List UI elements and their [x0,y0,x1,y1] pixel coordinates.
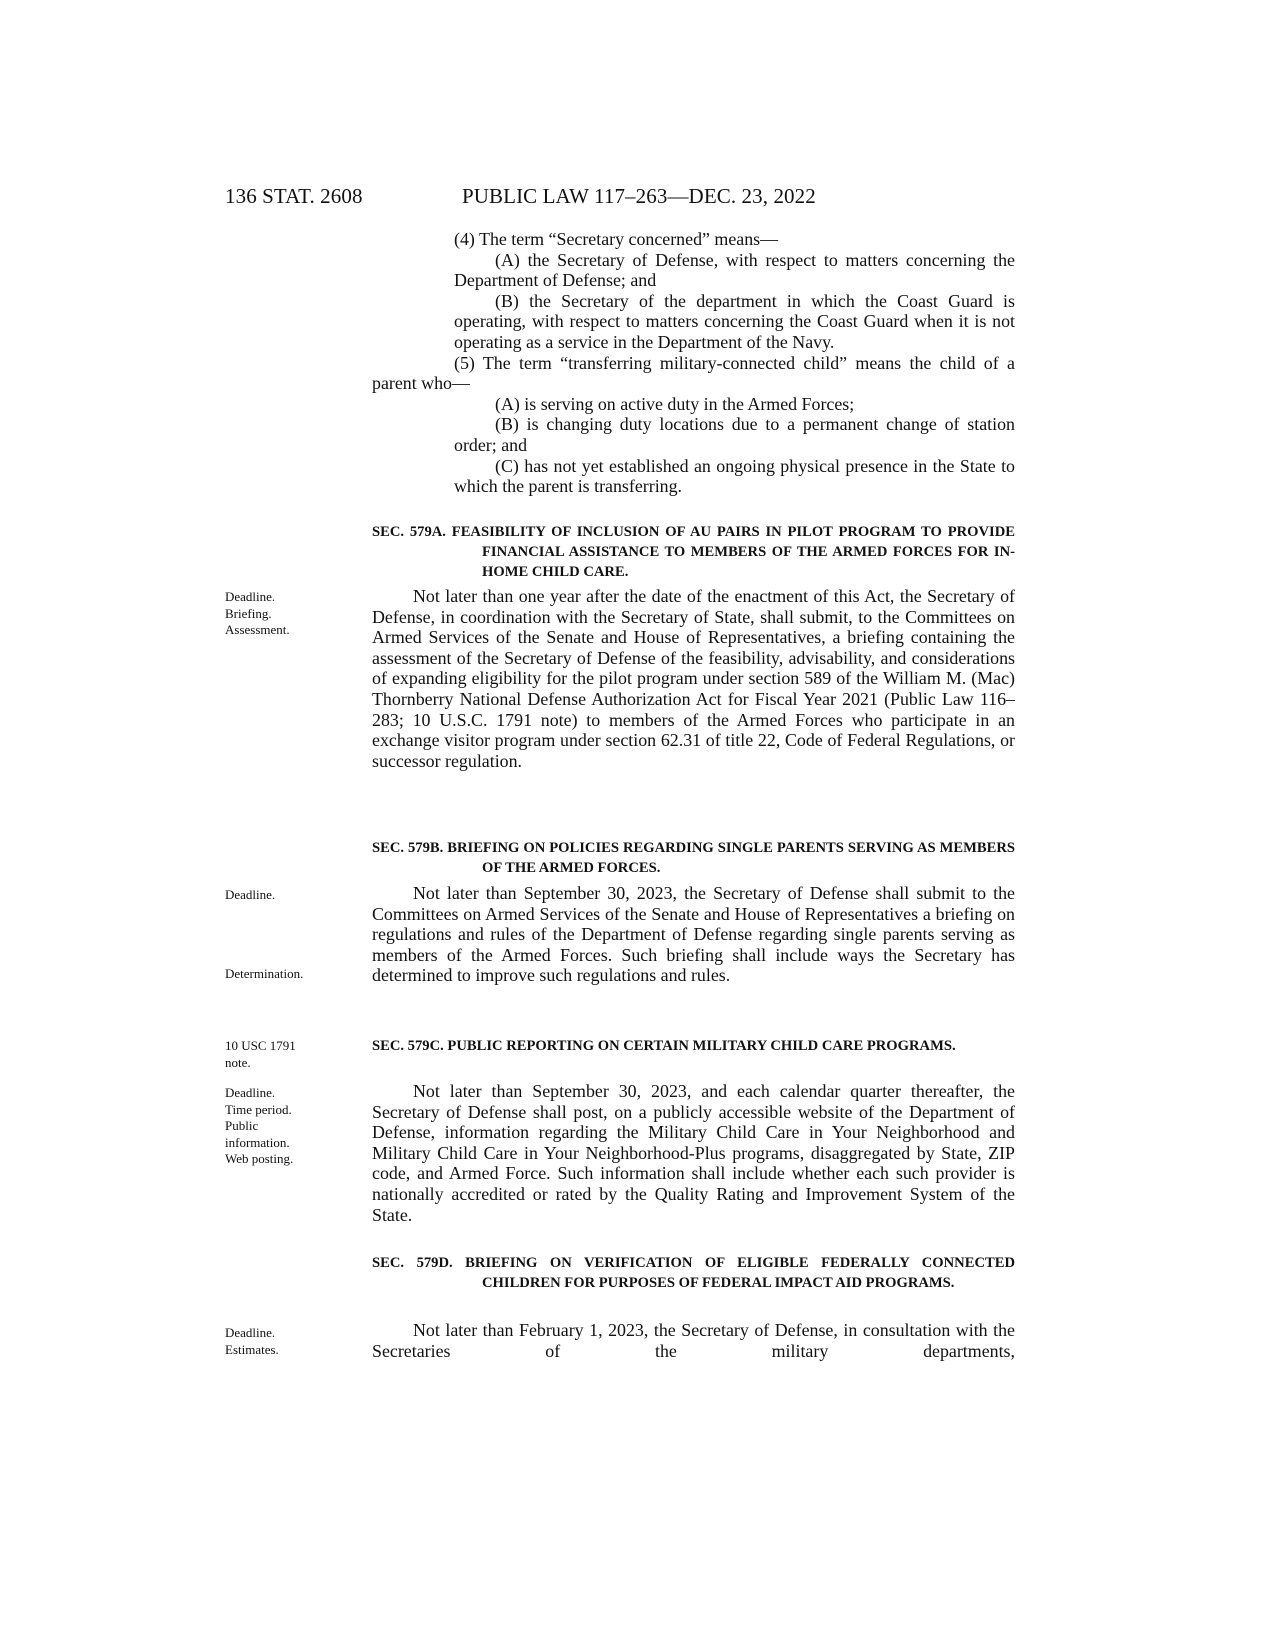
margin-note: information. [225,1134,290,1150]
definition-5-intro: (5) The term “transferring military-connected child” means the child of a parent who— [372,352,1015,394]
margin-note: Web posting. [225,1151,294,1166]
section-579a-heading: SEC. 579A. FEASIBILITY OF INCLUSION OF AU PAIRS IN PILOT PROGRAM TO PROVIDE FINANCIAL ASSISTANCE TO MEMBERS OF THE ARMED FORCES FOR IN-HOME CHILD CARE. [372,524,1015,580]
definition-5-a: (A) is serving on active duty in the Armed Forces; [495,393,855,414]
definition-4-a: (A) the Secretary of Defense, with respect to matters concerning the Department of Defense; and [454,249,1015,291]
definition-5-b: (B) is changing duty locations due to a permanent change of station order; and [454,414,1015,455]
section-579b-heading: SEC. 579B. BRIEFING ON POLICIES REGARDING SINGLE PARENTS SERVING AS MEMBERS OF THE ARMED FORCES. [372,840,1015,876]
margin-note: note. [225,1054,251,1070]
margin-note: Deadline. [225,1085,276,1100]
section-579a-body [372,586,1015,771]
margin-note: Determination. [225,966,304,981]
definition-5-c: (C) has not yet established an ongoing physical presence in the State to which the parent is transferring. [454,455,1015,497]
margin-note: Briefing. [225,605,272,621]
section-579c-body [372,1081,1015,1225]
section-579c-text: Not later than September 30, 2023, and each calendar quarter thereafter, the Secretary of Defense shall post, on a publicly accessible website of the Department of Defense, information regarding the Military Child Care in Your Neighborhood and Military Child Care in Your Neighborhood-Plus programs, disaggregated by State, ZIP code, and Armed Force. Such information shall include whether each such provider is nationally accredited or rated by the Quality Rating and Improvement System of the State. [372,1081,1015,1225]
margin-note: Deadline. [225,887,276,902]
margin-note: Deadline. [225,589,276,604]
margin-note: Time period. [225,1101,292,1117]
margin-note: Estimates. [225,1341,279,1357]
section-579b-text: Not later than September 30, 2023, the Secretary of Defense shall submit to the Committees on Armed Services of the Senate and House of Representatives a briefing on regulations and rules of the Department of Defense regarding single parents serving as members of the Armed Forces. Such briefing shall include ways the Secretary has determined to improve such regulations and rules. [372,883,1015,986]
section-579d-text: Not later than February 1, 2023, the Secretary of Defense, in consultation with the Secretaries of the military departments, [372,1320,1015,1361]
section-579b-margin-note-1 [225,887,365,904]
definition-4-b: (B) the Secretary of the department in which the Coast Guard is operating, with respect to matters concerning the Coast Guard when it is not operating as a service in the Department of the Navy. [454,290,1015,352]
margin-note: Deadline. [225,1325,276,1340]
section-579c-margin-note-1 [225,1038,365,1071]
margin-note: Assessment. [225,622,290,637]
section-579a-margin-notes [225,589,365,639]
section-579d-body [372,1320,1015,1361]
margin-note: 10 USC 1791 [225,1038,296,1053]
section-579c-heading: SEC. 579C. PUBLIC REPORTING ON CERTAIN MILITARY CHILD CARE PROGRAMS. [372,1038,956,1054]
section-579c-margin-notes-2 [225,1085,365,1168]
margin-note: Public [225,1118,259,1133]
running-header: PUBLIC LAW 117–263—DEC. 23, 2022 [462,184,816,208]
section-579b-margin-note-2 [225,966,365,983]
definitions-block [372,229,1015,497]
statute-page-number: 136 STAT. 2608 [225,184,363,208]
section-579a-text: Not later than one year after the date of the enactment of this Act, the Secretary of Defense, in coordination with the Secretary of State, shall submit, to the Committees on Armed Services of the Senate and House of Representatives, a briefing containing the assessment of the Secretary of Defense of the feasibility, advisability, and considerations of expanding eligibility for the pilot program under section 589 of the William M. (Mac) Thornberry National Defense Authorization Act for Fiscal Year 2021 (Public Law 116–283; 10 U.S.C. 1791 note) to members of the Armed Forces who participate in an exchange visitor program under section 62.31 of title 22, Code of Federal Regulations, or successor regulation. [372,586,1015,771]
definition-4-intro: (4) The term “Secretary concerned” means— [454,229,779,249]
section-579d-margin-notes [225,1325,365,1358]
section-579d-heading: SEC. 579D. BRIEFING ON VERIFICATION OF ELIGIBLE FEDERALLY CONNECTED CHILDREN FOR PURPOSES OF FEDERAL IMPACT AID PROGRAMS. [372,1255,1015,1291]
section-579b-body [372,883,1015,986]
